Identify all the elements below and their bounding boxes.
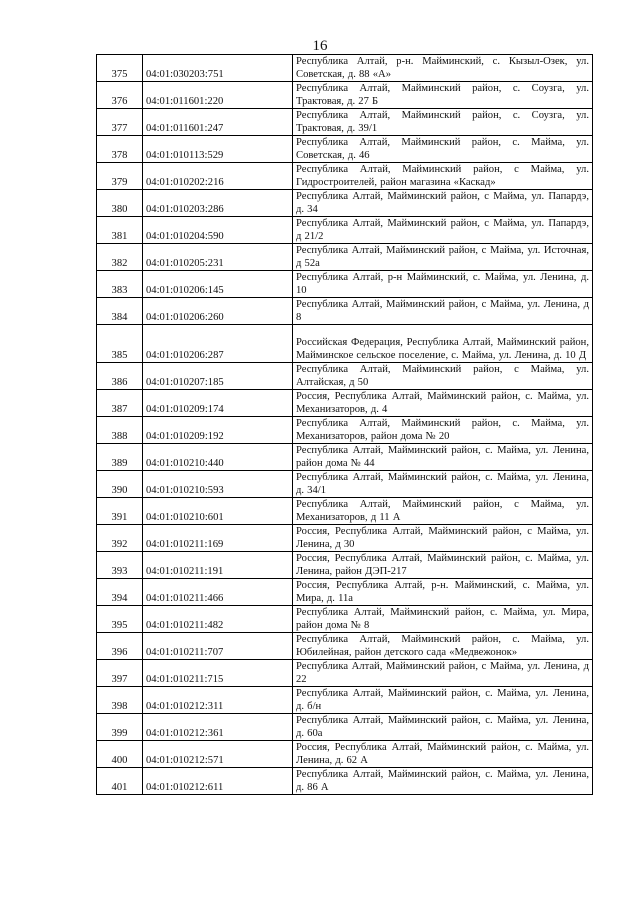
cadastral-number-cell: 04:01:010209:174 — [143, 390, 293, 417]
address-cell: Республика Алтай, Майминский район, с Майма, ул. Ленина, д 8 — [293, 298, 593, 325]
row-number-cell: 381 — [97, 217, 143, 244]
table-row — [97, 714, 593, 741]
row-number-cell: 383 — [97, 271, 143, 298]
address-cell: Россия, Республика Алтай, Майминский район, с Майма, ул. Ленина, д 30 — [293, 525, 593, 552]
address-cell: Республика Алтай, Майминский район, с. Соузга, ул. Трактовая, д. 27 Б — [293, 82, 593, 109]
row-number-cell: 391 — [97, 498, 143, 525]
address-cell: Республика Алтай, Майминский район, с Майма, ул. Папардэ, д. 34 — [293, 190, 593, 217]
address-cell: Республика Алтай, Майминский район, с. Майма, ул. Механизаторов, район дома № 20 — [293, 417, 593, 444]
table-row — [97, 552, 593, 579]
table-row — [97, 217, 593, 244]
table-row — [97, 768, 593, 795]
table-row — [97, 579, 593, 606]
cadastral-number-cell: 04:01:010212:571 — [143, 741, 293, 768]
address-cell: Республика Алтай, Майминский район, с. Майма, ул. Ленина, д. 60а — [293, 714, 593, 741]
row-number-cell: 396 — [97, 633, 143, 660]
cadastral-number-cell: 04:01:010207:185 — [143, 363, 293, 390]
address-cell: Республика Алтай, Майминский район, с. Майма, ул. Юбилейная, район детского сада «Медвежонок» — [293, 633, 593, 660]
row-number-cell: 379 — [97, 163, 143, 190]
table-row — [97, 444, 593, 471]
cadastral-number-cell: 04:01:010211:169 — [143, 525, 293, 552]
address-cell: Россия, Республика Алтай, Майминский район, с. Майма, ул. Ленина, д. 62 А — [293, 741, 593, 768]
row-number-cell: 401 — [97, 768, 143, 795]
address-cell: Республика Алтай, Майминский район, с Майма, ул. Папардэ, д 21/2 — [293, 217, 593, 244]
row-number-cell: 387 — [97, 390, 143, 417]
row-number-cell: 375 — [97, 55, 143, 82]
cadastral-number-cell: 04:01:011601:247 — [143, 109, 293, 136]
address-cell: Российская Федерация, Республика Алтай, Майминский район, Майминское сельское поселение, с. Майма, ул. Ленина, д. 10 Д — [293, 325, 593, 363]
row-number-cell: 384 — [97, 298, 143, 325]
row-number-cell: 395 — [97, 606, 143, 633]
address-cell: Республика Алтай, Майминский район, с. Майма, ул. Ленина, д. 86 А — [293, 768, 593, 795]
cadastral-number-cell: 04:01:010210:601 — [143, 498, 293, 525]
row-number-cell: 388 — [97, 417, 143, 444]
table-row — [97, 363, 593, 390]
cadastral-number-cell: 04:01:010211:191 — [143, 552, 293, 579]
table-row — [97, 633, 593, 660]
address-cell: Республика Алтай, Майминский район, с Майма, ул. Механизаторов, д 11 А — [293, 498, 593, 525]
address-cell: Республика Алтай, Майминский район, с. Майма, ул. Ленина, д. б/н — [293, 687, 593, 714]
row-number-cell: 377 — [97, 109, 143, 136]
table-row — [97, 417, 593, 444]
table-row — [97, 109, 593, 136]
table-row — [97, 741, 593, 768]
address-cell: Республика Алтай, Майминский район, с Майма, ул. Ленина, д 22 — [293, 660, 593, 687]
address-cell: Россия, Республика Алтай, Майминский район, с. Майма, ул. Ленина, район ДЭП-217 — [293, 552, 593, 579]
address-cell: Республика Алтай, Майминский район, с Майма, ул. Источная, д 52а — [293, 244, 593, 271]
cadastral-number-cell: 04:01:010204:590 — [143, 217, 293, 244]
cadastral-number-cell: 04:01:010205:231 — [143, 244, 293, 271]
cadastral-number-cell: 04:01:010212:361 — [143, 714, 293, 741]
address-cell: Республика Алтай, р-н. Майминский, с. Кызыл-Озек, ул. Советская, д. 88 «А» — [293, 55, 593, 82]
row-number-cell: 392 — [97, 525, 143, 552]
address-cell: Республика Алтай, Майминский район, с. Майма, ул. Ленина, д. 34/1 — [293, 471, 593, 498]
table-row — [97, 525, 593, 552]
table-row — [97, 687, 593, 714]
cadastral-number-cell: 04:01:010211:466 — [143, 579, 293, 606]
table-row — [97, 244, 593, 271]
cadastral-number-cell: 04:01:010209:192 — [143, 417, 293, 444]
table-row — [97, 471, 593, 498]
cadastral-number-cell: 04:01:010210:593 — [143, 471, 293, 498]
address-cell: Республика Алтай, р-н Майминский, с. Майма, ул. Ленина, д. 10 — [293, 271, 593, 298]
address-cell: Республика Алтай, Майминский район, с. Майма, ул. Мира, район дома № 8 — [293, 606, 593, 633]
table-row — [97, 190, 593, 217]
row-number-cell: 389 — [97, 444, 143, 471]
cadastral-number-cell: 04:01:010206:145 — [143, 271, 293, 298]
table-row — [97, 390, 593, 417]
row-number-cell: 397 — [97, 660, 143, 687]
row-number-cell: 394 — [97, 579, 143, 606]
address-cell: Россия, Республика Алтай, р-н. Майминский, с. Майма, ул. Мира, д. 11а — [293, 579, 593, 606]
row-number-cell: 400 — [97, 741, 143, 768]
cadastral-number-cell: 04:01:011601:220 — [143, 82, 293, 109]
row-number-cell: 376 — [97, 82, 143, 109]
row-number-cell: 399 — [97, 714, 143, 741]
row-number-cell: 393 — [97, 552, 143, 579]
row-number-cell: 386 — [97, 363, 143, 390]
cadastral-number-cell: 04:01:030203:751 — [143, 55, 293, 82]
row-number-cell: 378 — [97, 136, 143, 163]
cadastral-number-cell: 04:01:010212:311 — [143, 687, 293, 714]
records-table-body — [97, 55, 593, 795]
cadastral-number-cell: 04:01:010210:440 — [143, 444, 293, 471]
address-cell: Республика Алтай, Майминский район, с. Майма, ул. Советская, д. 46 — [293, 136, 593, 163]
table-row — [97, 55, 593, 82]
row-number-cell: 385 — [97, 325, 143, 363]
records-table — [96, 54, 593, 795]
page-number: 16 — [312, 38, 328, 54]
address-cell: Республика Алтай, Майминский район, с Майма, ул. Гидростроителей, район магазина «Каскад» — [293, 163, 593, 190]
cadastral-number-cell: 04:01:010211:482 — [143, 606, 293, 633]
address-cell: Республика Алтай, Майминский район, с. Соузга, ул. Трактовая, д. 39/1 — [293, 109, 593, 136]
table-row — [97, 325, 593, 363]
address-cell: Республика Алтай, Майминский район, с Майма, ул. Алтайская, д 50 — [293, 363, 593, 390]
cadastral-number-cell: 04:01:010203:286 — [143, 190, 293, 217]
row-number-cell: 390 — [97, 471, 143, 498]
table-row — [97, 136, 593, 163]
cadastral-number-cell: 04:01:010113:529 — [143, 136, 293, 163]
cadastral-number-cell: 04:01:010212:611 — [143, 768, 293, 795]
table-row — [97, 660, 593, 687]
table-row — [97, 82, 593, 109]
address-cell: Республика Алтай, Майминский район, с. Майма, ул. Ленина, район дома № 44 — [293, 444, 593, 471]
row-number-cell: 380 — [97, 190, 143, 217]
cadastral-number-cell: 04:01:010211:707 — [143, 633, 293, 660]
table-row — [97, 298, 593, 325]
cadastral-number-cell: 04:01:010206:260 — [143, 298, 293, 325]
table-row — [97, 163, 593, 190]
address-cell: Россия, Республика Алтай, Майминский район, с. Майма, ул. Механизаторов, д. 4 — [293, 390, 593, 417]
table-row — [97, 606, 593, 633]
cadastral-number-cell: 04:01:010202:216 — [143, 163, 293, 190]
row-number-cell: 382 — [97, 244, 143, 271]
table-row — [97, 498, 593, 525]
table-row — [97, 271, 593, 298]
row-number-cell: 398 — [97, 687, 143, 714]
cadastral-number-cell: 04:01:010206:287 — [143, 325, 293, 363]
cadastral-number-cell: 04:01:010211:715 — [143, 660, 293, 687]
